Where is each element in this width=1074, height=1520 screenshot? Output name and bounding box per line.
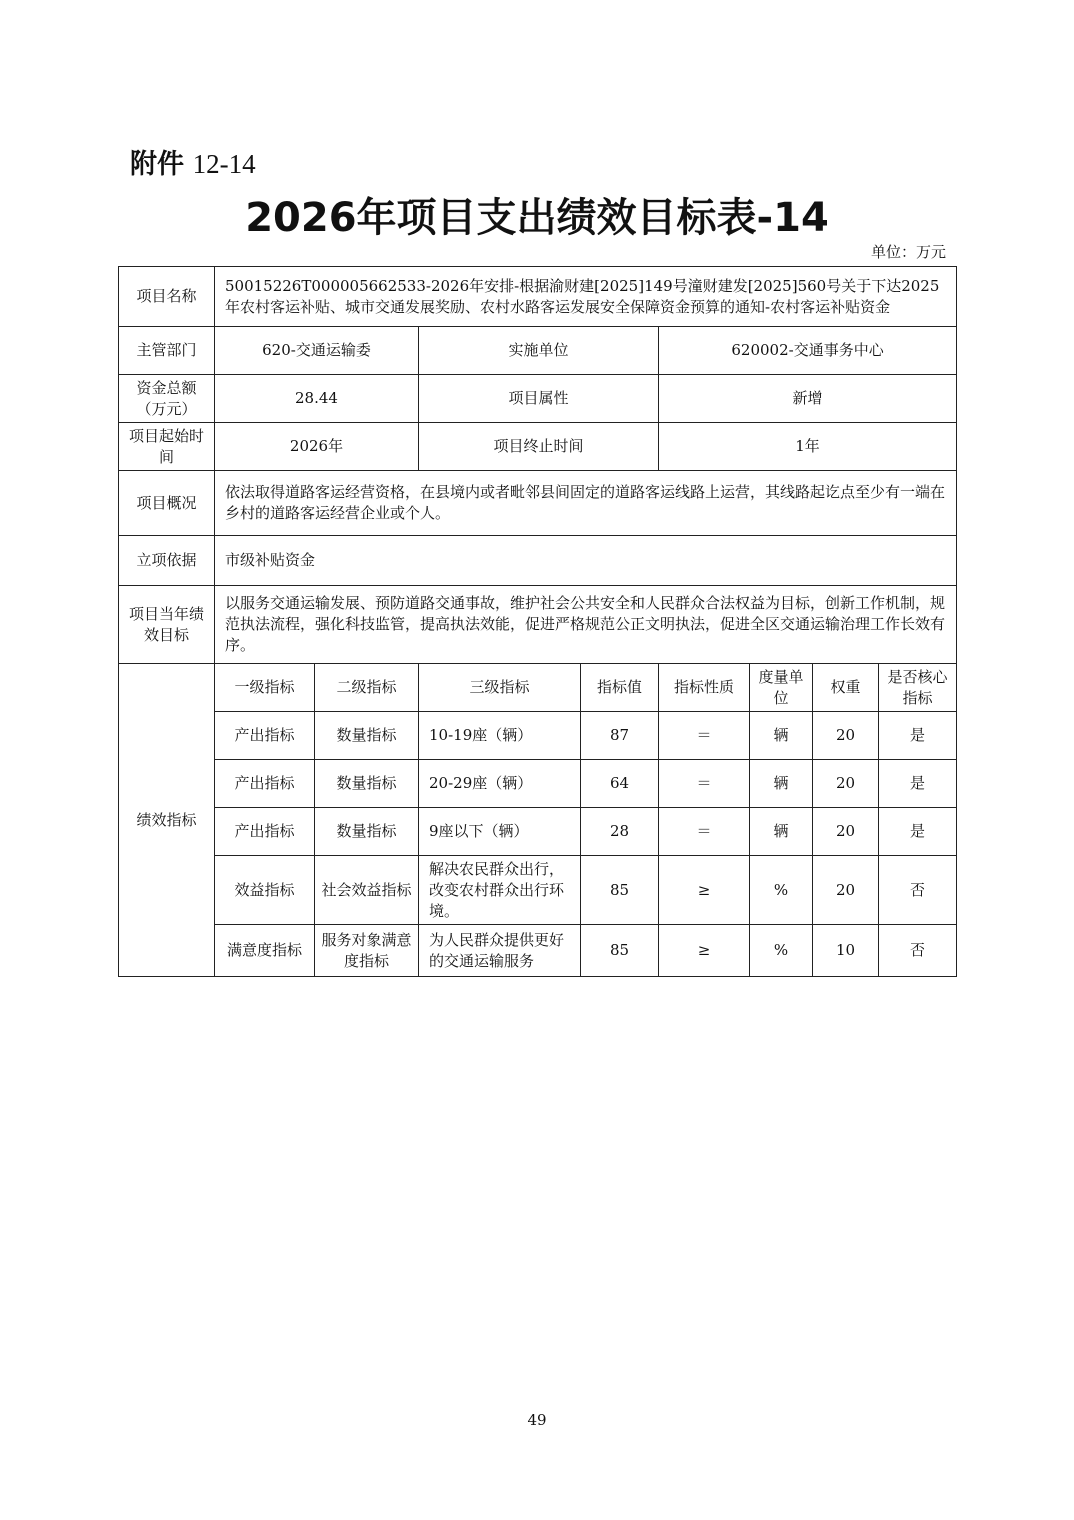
table-cell: 20: [813, 760, 879, 808]
perf-label: 绩效指标: [119, 664, 215, 977]
end-label: 项目终止时间: [419, 423, 659, 471]
table-row: [119, 925, 957, 977]
table-row: [119, 808, 957, 856]
table-row: [119, 712, 957, 760]
table-row: [119, 856, 957, 925]
table-cell: 服务对象满意度指标: [315, 925, 419, 977]
dept-label: 主管部门: [119, 327, 215, 375]
table-cell: 数量指标: [315, 712, 419, 760]
table-cell: 28: [581, 808, 659, 856]
page-title: 2026年项目支出绩效目标表-14: [245, 195, 829, 241]
table-cell: 20: [813, 808, 879, 856]
table-cell: 产出指标: [215, 760, 315, 808]
table-cell: 85: [581, 856, 659, 925]
unit-label: 单位：万元: [870, 243, 946, 261]
basis-value: 市级补贴资金: [215, 536, 957, 586]
goal-label: 项目当年绩效目标: [119, 586, 215, 664]
goal-value: 以服务交通运输发展、预防道路交通事故，维护社会公共安全和人民群众合法权益为目标，创新工作机制，规范执法流程，强化科技监管，提高执法效能，促进严格规范公正文明执法，促进全区交通运输治理工作长效有序。: [215, 586, 957, 664]
table-cell: 是: [879, 712, 957, 760]
table-header: 是否核心指标: [879, 664, 957, 712]
table-cell: ＝: [659, 712, 750, 760]
table-cell: 64: [581, 760, 659, 808]
attachment-label: [130, 142, 256, 181]
attr-value: 新增: [659, 375, 957, 423]
project-name: 50015226T000005662533-2026年安排-根据渝财建[2025]149号潼财建发[2025]560号关于下达2025年农村客运补贴、城市交通发展奖励、农村水路客运发展安全保障资金预算的通知-农村客运补贴资金: [215, 267, 957, 327]
table-cell: 87: [581, 712, 659, 760]
funds-label: 资金总额（万元）: [119, 375, 215, 423]
table-cell: 是: [879, 808, 957, 856]
table-cell: 解决农民群众出行，改变农村群众出行环境。: [419, 856, 581, 925]
table-cell: 数量指标: [315, 760, 419, 808]
table-cell: 满意度指标: [215, 925, 315, 977]
overview-label: 项目概况: [119, 471, 215, 536]
table-cell: 20: [813, 856, 879, 925]
funds-value: 28.44: [215, 375, 419, 423]
end-value: 1年: [659, 423, 957, 471]
table-header: 三级指标: [419, 664, 581, 712]
project-name-label: 项目名称: [119, 267, 215, 327]
table-cell: 20-29座（辆）: [419, 760, 581, 808]
table-cell: 10: [813, 925, 879, 977]
table-cell: 否: [879, 856, 957, 925]
table-cell: 辆: [750, 760, 813, 808]
table-header: 二级指标: [315, 664, 419, 712]
attachment-text: 附件: [130, 149, 184, 180]
table-header: 度量单位: [750, 664, 813, 712]
table-cell: 效益指标: [215, 856, 315, 925]
table-cell: 10-19座（辆）: [419, 712, 581, 760]
table-cell: ＝: [659, 760, 750, 808]
dept-value: 620-交通运输委: [215, 327, 419, 375]
impl-label: 实施单位: [419, 327, 659, 375]
table-header: 权重: [813, 664, 879, 712]
table-cell: 数量指标: [315, 808, 419, 856]
table-cell: 是: [879, 760, 957, 808]
start-value: 2026年: [215, 423, 419, 471]
basis-label: 立项依据: [119, 536, 215, 586]
table-header: 一级指标: [215, 664, 315, 712]
table-cell: 辆: [750, 808, 813, 856]
table-cell: %: [750, 856, 813, 925]
table-cell: 9座以下（辆）: [419, 808, 581, 856]
table-cell: 社会效益指标: [315, 856, 419, 925]
impl-value: 620002-交通事务中心: [659, 327, 957, 375]
table-row: [119, 760, 957, 808]
table-cell: 辆: [750, 712, 813, 760]
table-cell: 85: [581, 925, 659, 977]
start-label: 项目起始时间: [119, 423, 215, 471]
table-cell: ≥: [659, 856, 750, 925]
table-cell: %: [750, 925, 813, 977]
overview-value: 依法取得道路客运经营资格，在县境内或者毗邻县间固定的道路客运线路上运营，其线路起讫点至少有一端在乡村的道路客运经营企业或个人。: [215, 471, 957, 536]
table-cell: 产出指标: [215, 712, 315, 760]
table-cell: 否: [879, 925, 957, 977]
table-cell: 20: [813, 712, 879, 760]
page-number: 49: [527, 1411, 547, 1429]
table-cell: ＝: [659, 808, 750, 856]
performance-table: [118, 266, 957, 977]
table-cell: ≥: [659, 925, 750, 977]
table-header: 指标性质: [659, 664, 750, 712]
attr-label: 项目属性: [419, 375, 659, 423]
table-cell: 产出指标: [215, 808, 315, 856]
table-cell: 为人民群众提供更好的交通运输服务: [419, 925, 581, 977]
attachment-number: 12-14: [192, 149, 256, 179]
table-header: 指标值: [581, 664, 659, 712]
